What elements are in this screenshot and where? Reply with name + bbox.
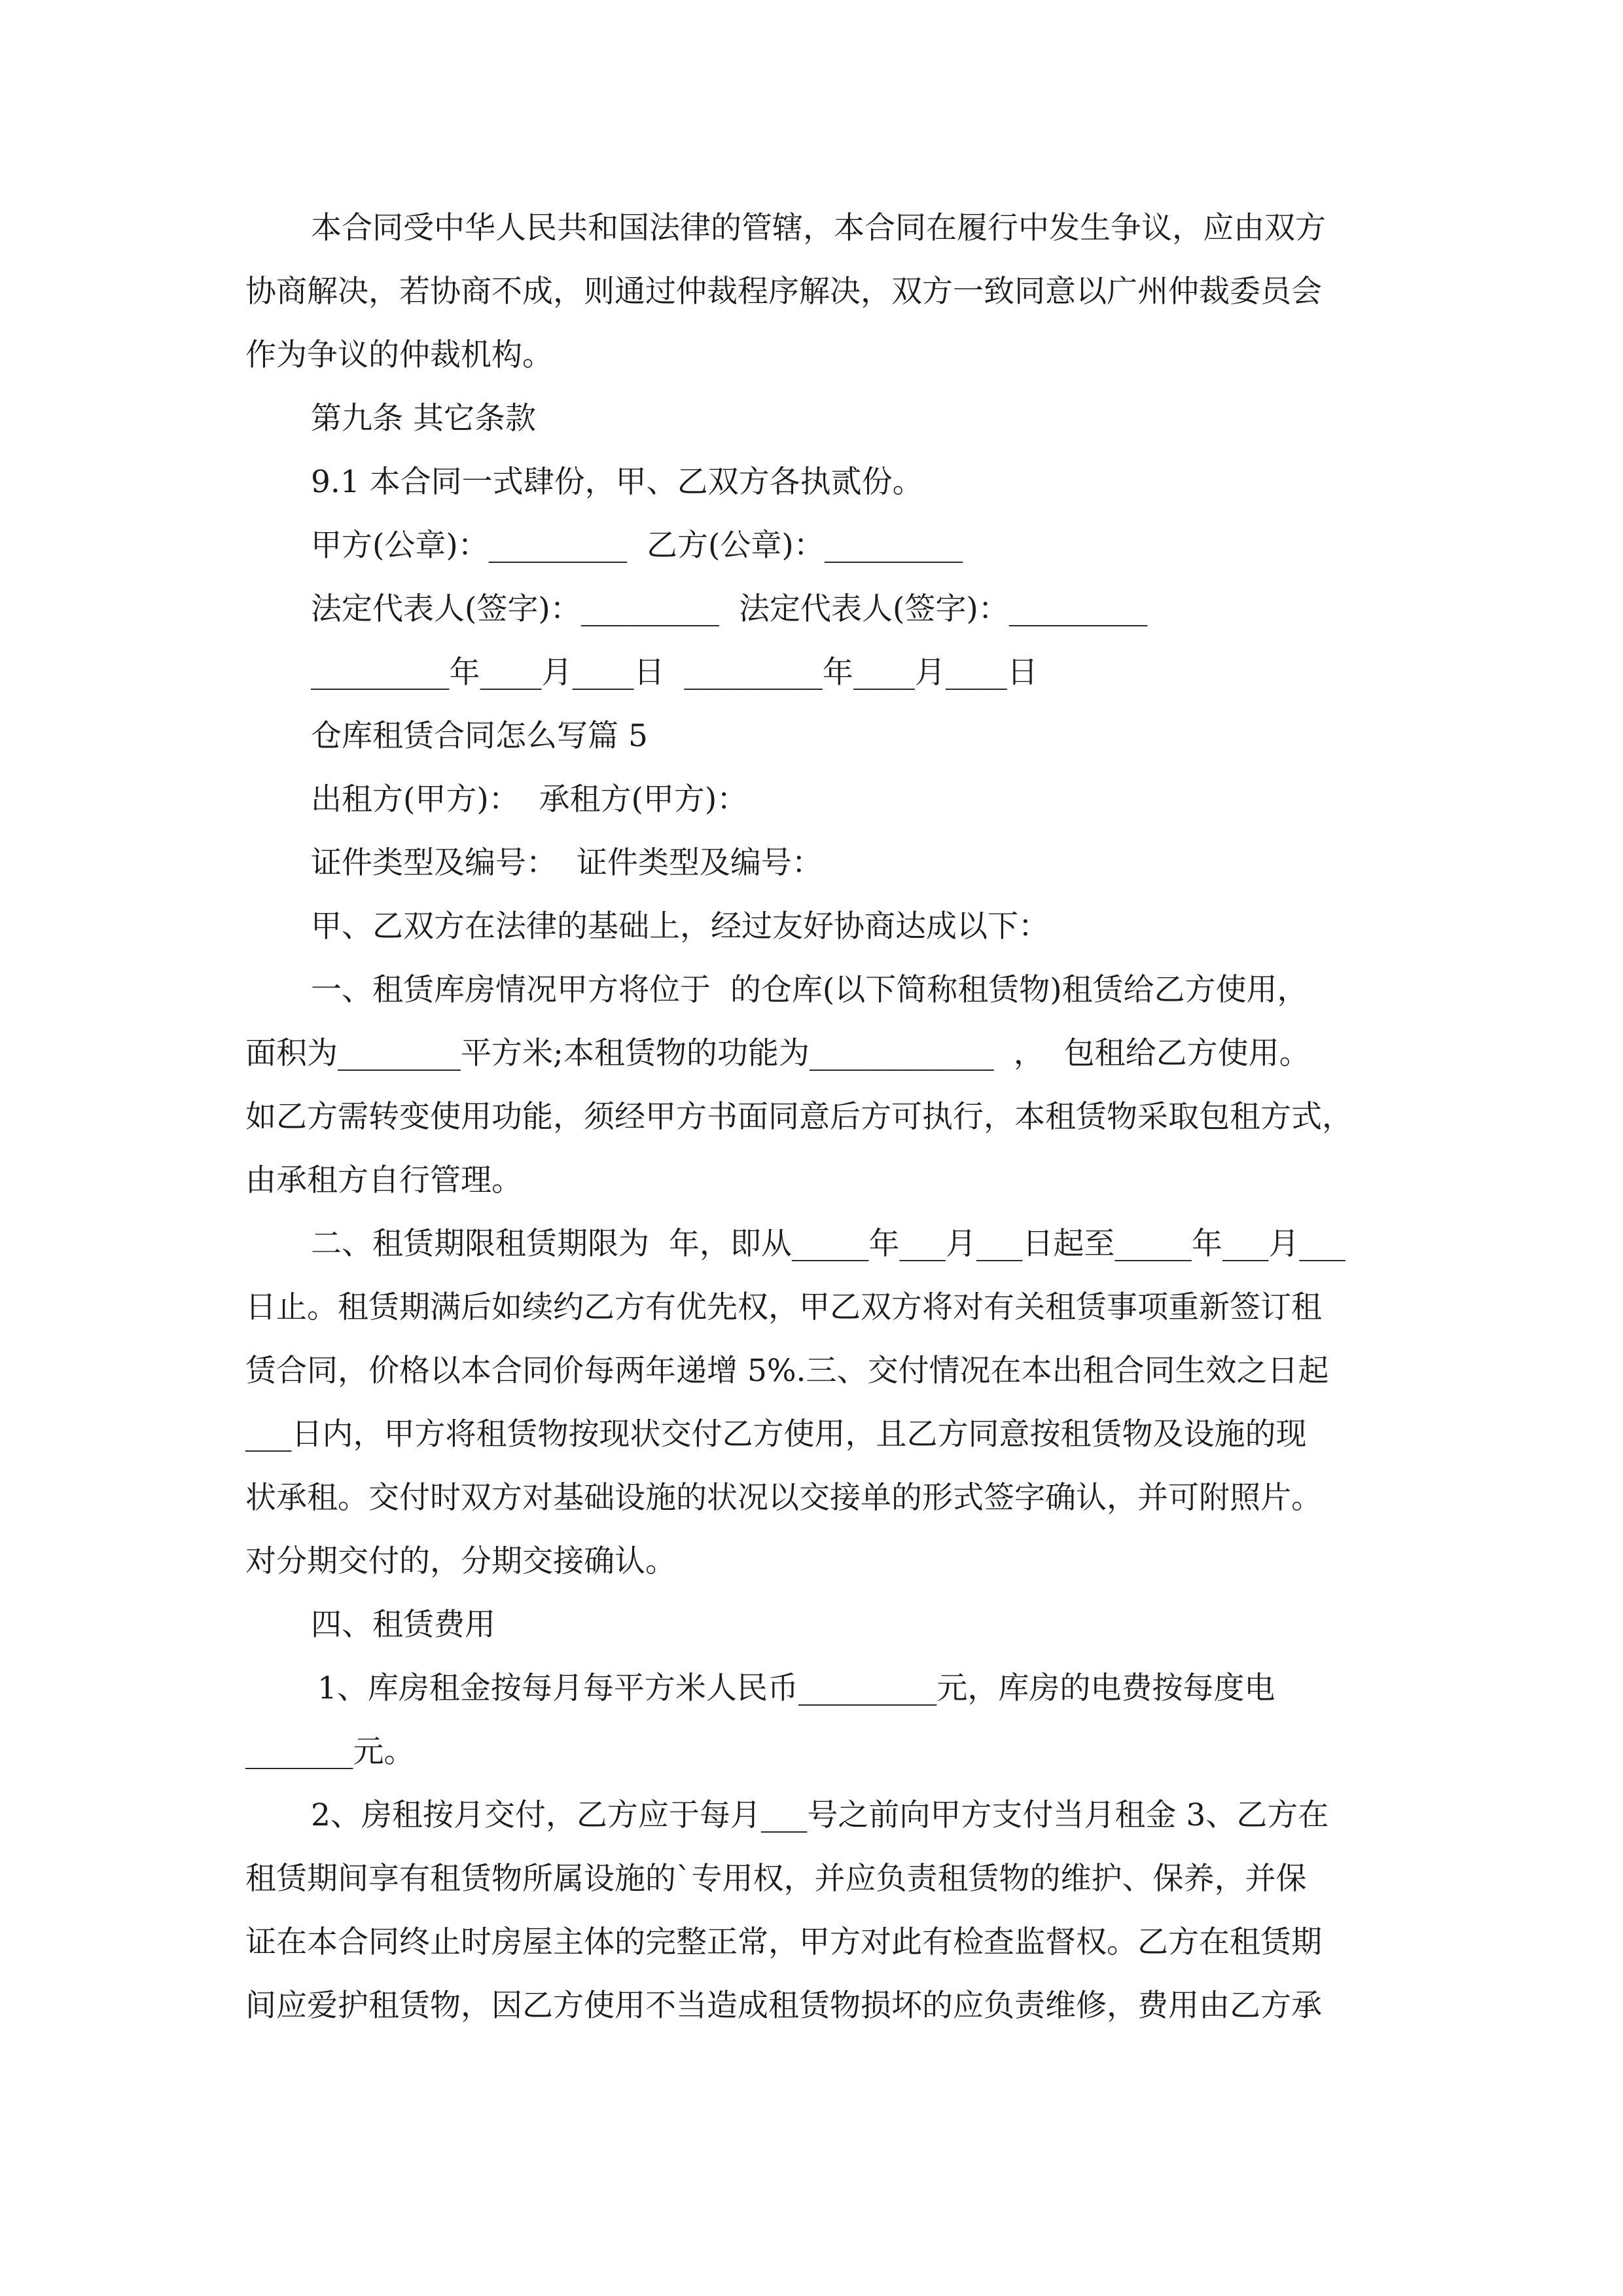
- id-type-line: 证件类型及编号： 证件类型及编号：: [311, 845, 823, 881]
- date-line: _________年____月____日 _________年____月____日: [311, 655, 1038, 691]
- paragraph-lease-term: [245, 1212, 1397, 1593]
- text-line: 间应爱护租赁物，因乙方使用不当造成租赁物损坏的应负责维修，费用由乙方承: [245, 1988, 1322, 2024]
- text-line: 赁合同，价格以本合同价每两年递增 5%.三、交付情况在本出租合同生效之日起: [245, 1353, 1329, 1389]
- signature-line: 法定代表人(签字)：_________ 法定代表人(签字)：_________: [311, 591, 1148, 627]
- paragraph-rent-price: [245, 1657, 1397, 1784]
- text-line: 二、租赁期限租赁期限为 年，即从_____年___月___日起至_____年___月___: [311, 1226, 1346, 1262]
- text-line: 状承租。交付时双方对基础设施的状况以交接单的形式签字确认，并可附照片。: [245, 1480, 1322, 1516]
- text-line: 面积为________平方米;本租赁物的功能为____________ ， 包租给乙方使用。: [245, 1035, 1310, 1071]
- seal-line: 甲方(公章)：_________ 乙方(公章)：_________: [311, 528, 963, 564]
- text-line: 作为争议的仲裁机构。: [245, 337, 553, 373]
- text-line: 本合同受中华人民共和国法律的管辖，本合同在履行中发生争议，应由双方: [311, 210, 1326, 246]
- text-line: 一、租赁库房情况甲方将位于 的仓库(以下简称租赁物)租赁给乙方使用，: [311, 972, 1308, 1008]
- paragraph-payment-maintenance: [245, 1784, 1397, 2037]
- text-line: 证在本合同终止时房屋主体的完整正常，甲方对此有检查监督权。乙方在租赁期: [245, 1924, 1322, 1960]
- text-line: _______元。: [245, 1734, 415, 1770]
- text-line: 协商解决，若协商不成，则通过仲裁程序解决，双方一致同意以广州仲裁委员会: [245, 274, 1322, 310]
- text-line: 1、库房租金按每月每平方米人民币_________元，库房的电费按每度电: [317, 1670, 1275, 1706]
- article-nine-heading: 第九条 其它条款: [311, 401, 536, 437]
- rent-fee-heading: 四、租赁费用: [311, 1607, 495, 1643]
- clause-9-1: 9.1 本合同一式肆份，甲、乙双方各执贰份。: [311, 464, 923, 500]
- text-line: 对分期交付的，分期交接确认。: [245, 1543, 676, 1579]
- agreement-intro: 甲、乙双方在法律的基础上，经过友好协商达成以下：: [311, 908, 1049, 944]
- document-body: [245, 196, 1397, 2037]
- text-line: 2、房租按月交付，乙方应于每月___号之前向甲方支付当月租金 3、乙方在: [311, 1797, 1329, 1833]
- text-line: 日止。租赁期满后如续约乙方有优先权，甲乙双方将对有关租赁事项重新签订租: [245, 1289, 1322, 1325]
- text-line: ___日内，甲方将租赁物按现状交付乙方使用，且乙方同意按租赁物及设施的现: [245, 1416, 1307, 1452]
- text-line: 租赁期间享有租赁物所属设施的`专用权，并应负责租赁物的维护、保养，并保: [245, 1861, 1307, 1897]
- section-title: 仓库租赁合同怎么写篇 5: [311, 718, 648, 754]
- text-line: 如乙方需转变使用功能，须经甲方书面同意后方可执行，本租赁物采取包租方式，: [245, 1099, 1353, 1135]
- paragraph-warehouse-situation: [245, 958, 1397, 1212]
- text-line: 由承租方自行管理。: [245, 1162, 522, 1198]
- paragraph-arbitration: [245, 196, 1397, 387]
- lessor-lessee-line: 出租方(甲方)： 承租方(甲方)：: [311, 781, 748, 817]
